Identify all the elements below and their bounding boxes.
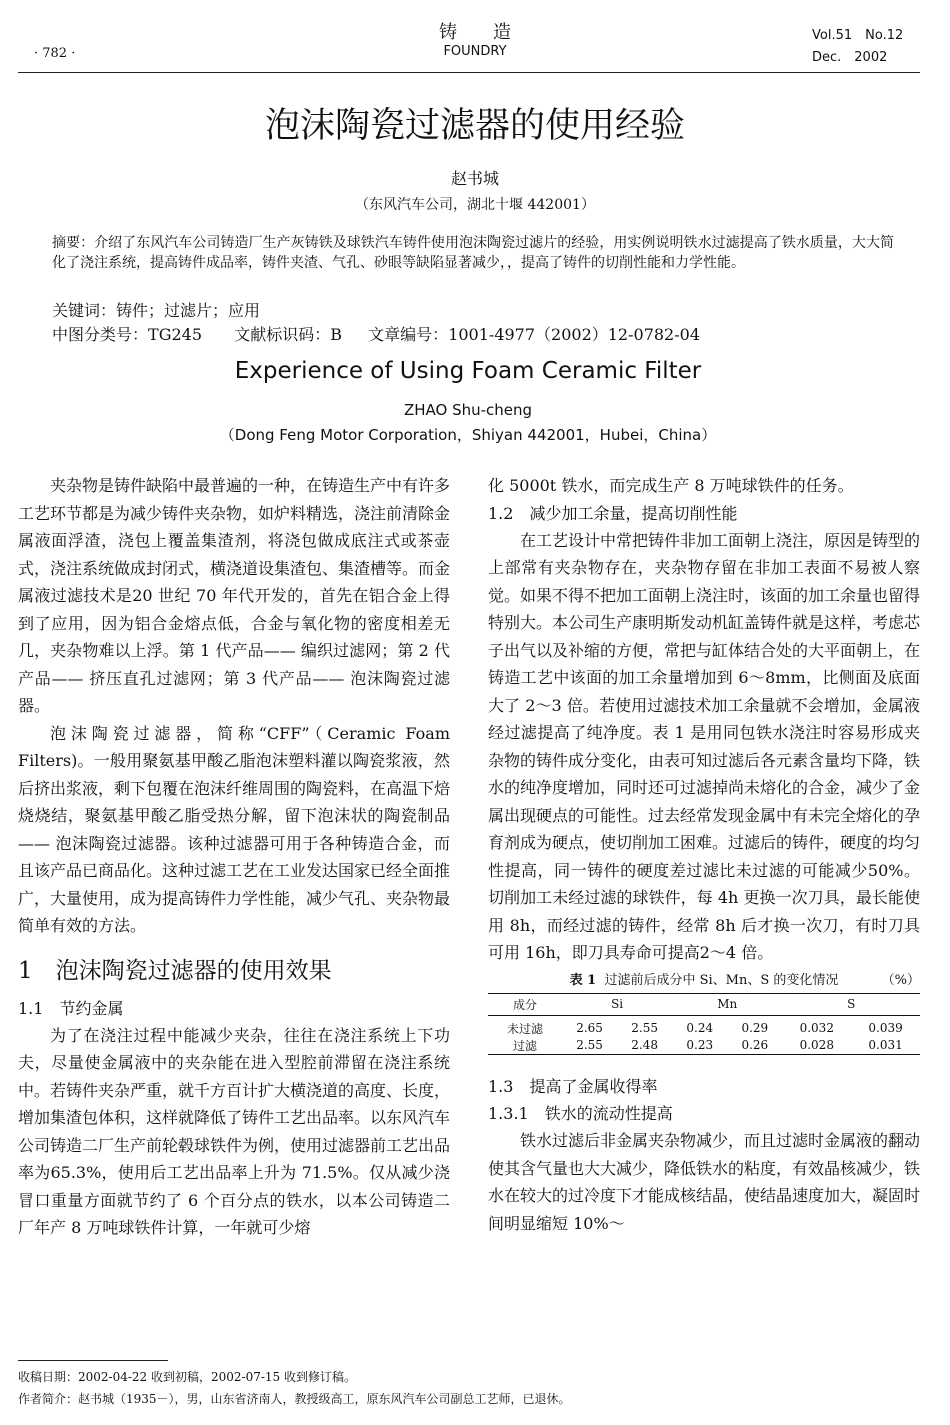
keywords-label: 关键词： (52, 301, 117, 320)
page-title: 泡沫陶瓷过滤器的使用经验 (264, 106, 685, 146)
abstract (52, 233, 894, 273)
table-cell: 0.29 (741, 1021, 769, 1035)
keywords (52, 298, 260, 321)
section-heading-1: 1 泡沫陶瓷过滤器的使用效果 (18, 957, 332, 984)
issue-date: Dec. 2002 (812, 50, 888, 65)
journal-name-en: FOUNDRY (443, 44, 507, 59)
abstract-label: 摘要： (52, 235, 95, 251)
table-row (488, 1037, 920, 1055)
table-cell: 0.039 (868, 1021, 903, 1035)
table-cell: 未过滤 (506, 1021, 543, 1036)
table-cell: 0.032 (799, 1021, 834, 1035)
table-cell: 0.031 (851, 1037, 920, 1055)
table-header-mn: Mn (672, 993, 782, 1015)
table-cell: 2.65 (576, 1021, 603, 1035)
paragraph-continued: 化 5000t 铁水，而完成生产 8 万吨球铁件的任务。 (488, 476, 854, 495)
article-number-label: 文章编号： (368, 325, 449, 344)
affiliation: （东风汽车公司，湖北十堰 442001） (355, 197, 595, 213)
doc-code-label: 文献标识码： (234, 325, 331, 344)
keywords-text: 铸件；过滤片；应用 (116, 301, 261, 320)
table-caption-text: 过滤前后成分中 Si、Mn、S 的变化情况 (604, 972, 839, 988)
running-header (0, 0, 950, 74)
english-title: Experience of Using Foam Ceramic Filter (234, 358, 702, 384)
paragraph-fluidity: 铁水过滤后非金属夹杂物减少，而且过滤时金属液的翻动使其含气量也大大减少，降低铁水的粘度，有效晶核减少，铁水在较大的过冷度下才能成核结晶，使结晶速度加大，凝固时间明显缩短 10%～ (488, 1131, 921, 1233)
english-affiliation: （Dong Feng Motor Corporation，Shiyan 442001，Hubei，China） (219, 426, 717, 444)
table-1 (488, 969, 920, 1056)
article-number: 1001-4977（2002）12-0782-04 (448, 325, 701, 344)
paragraph-cff: 泡沫陶瓷过滤器，简称“CFF”（Ceramic Foam Filters)。一般用聚氨基甲酸乙脂泡沫塑料灌以陶瓷浆液，然后挤出浆液，剩下包覆在泡沫纤维周围的陶瓷料，在高温下焙烧烧结，聚氨基甲酸乙脂受热分解，留下泡沫状的陶瓷制品—— 泡沫陶瓷过滤器。该种过滤器可用于各种铸造合金，而且该产品已商品化。这种过滤工艺在工业发达国家已经全面推广，大量使用，成为提高铸件力学性能，减少气孔、夹杂物最简单有效的方法。 (18, 723, 451, 935)
table-cell: 2.48 (617, 1037, 672, 1055)
table-caption (488, 969, 920, 993)
table-header-si: Si (562, 993, 672, 1015)
table-row (488, 1015, 920, 1037)
doc-code: B (330, 325, 342, 344)
table-caption-label: 表 1 (569, 972, 597, 988)
paragraph-machining: 在工艺设计中常把铸件非加工面朝上浇注，原因是铸型的上部常有夹杂物存在，夹杂物存留在非加工表面不易被人察觉。如果不得不把加工面朝上浇注时，该面的加工余量也留得特别大。本公司生产康明斯发动机缸盖铸件就是这样，考虑芯子出气以及补缩的方便，常把与缸体结合处的大平面朝上，在铸造工艺中该面的加工余量增加到 6～8mm，比侧面及底面大了 2～3 倍。若使用过滤技术加工余量就不会增加，金属液经过滤提高了纯净度。表 1 是用同包铁水浇注时容易形成夹杂物的铸件成分变化，由表可知过滤后各元素含量均下降，铁水的纯净度增加，同时还可过滤掉尚未熔化的合金，减少了金属出现硬点的可能性。过去经常发现金属中有未完全熔化的孕育剂成为硬点，使切削加工困难。过滤后的铸件，硬度的均匀性提高，同一铸件的硬度差过滤比未过滤的可能减少50%。切削加工未经过滤的球铁件，每 4h 更换一次刀具，最长能使用 8h，而经过滤的铸件，经常 8h 后才换一次刀，有时刀具可用 16h，即刀具寿命可提高2～4 倍。 (488, 530, 921, 962)
section-heading-1-3: 1.3 提高了金属收得率 (488, 1077, 658, 1096)
left-column (18, 472, 450, 1242)
paragraph-intro: 夹杂物是铸件缺陷中最普遍的一种，在铸造生产中有许多工艺环节都是为减少铸件夹杂物，如炉料精选，浇注前清除金属液面浮渣，浇包上覆盖集渣剂，将浇包做成底注式或茶壶式，浇注系统做成封闭式，横浇道设集渣包、集渣槽等。而金属液过滤技术是20 世纪 70 年代开发的，首先在铝合金上得到了应用，因为铝合金熔点低，合金与氧化物的密度相差无几，夹杂物难以上浮。第 1 代产品—— 编织过滤网；第 2 代产品—— 挤压直孔过滤网；第 3 代产品—— 泡沫陶瓷过滤器。 (18, 476, 451, 715)
header-rule (18, 72, 920, 73)
section-heading-1-2: 1.2 减少加工余量，提高切削性能 (488, 503, 738, 523)
table-cell: 0.028 (782, 1037, 851, 1055)
abstract-text: 介绍了东风汽车公司铸造厂生产灰铸铁及球铁汽车铸件使用泡沫陶瓷过滤片的经验，用实例说明铁水过滤提高了铁水质量，大大简化了浇注系统，提高铸件成品率，铸件夹渣、气孔、砂眼等缺陷显著减少，，提高了铸件的切削性能和力学性能。 (52, 235, 895, 271)
table-header-component: 成分 (488, 993, 562, 1015)
volume-issue: Vol.51 No.12 (812, 28, 904, 43)
clc-label: 中图分类号： (52, 325, 149, 344)
table-header-s: S (782, 993, 920, 1015)
table-unit: （%） (881, 972, 920, 988)
author: 赵书城 (450, 169, 499, 188)
table-cell: 0.26 (727, 1037, 782, 1055)
table-cell: 2.55 (562, 1037, 617, 1055)
footnote-received: 收稿日期：2002-04-22 收到初稿，2002-07-15 收到修订稿。 (18, 1370, 357, 1384)
english-author: ZHAO Shu-cheng (403, 401, 533, 419)
paragraph-save-metal: 为了在浇注过程中能减少夹杂，往往在浇注系统上下功夫，尽量使金属液中的夹杂能在进入型腔前滞留在浇注系统中。若铸件夹杂严重，就千方百计扩大横浇道的高度、长度，增加集渣包体积，这样就降低了铸件工艺出品率。以东风汽车公司铸造二厂生产前轮毂球铁件为例，使用过滤器前工艺出品率为65.3%，使用后工艺出品率上升为 71.5%。仅从减少浇冒口重量方面就节约了 6 个百分点的铁水，以本公司铸造二厂年产 8 万吨球铁件计算，一年就可少熔 (18, 1025, 451, 1237)
clc-number: TG245 (148, 325, 203, 344)
section-heading-1-3-1: 1.3.1 铁水的流动性提高 (488, 1104, 673, 1123)
footnote-author-bio: 作者简介：赵书城（1935－），男，山东省济南人，教授级高工，原东风汽车公司副总工艺师，已退休。 (18, 1392, 571, 1406)
page-number: · 782 · (34, 46, 76, 61)
composition-table (488, 993, 920, 1056)
section-heading-1-1: 1.1 节约金属 (18, 998, 124, 1018)
right-column (488, 472, 920, 1237)
journal-name-cn: 铸 造 (439, 22, 511, 43)
classification-line (52, 322, 700, 345)
table-cell: 2.55 (631, 1021, 658, 1035)
table-cell: 0.24 (686, 1021, 714, 1035)
footnote-rule (18, 1360, 168, 1361)
table-cell: 0.23 (672, 1037, 727, 1055)
table-cell: 过滤 (488, 1037, 562, 1055)
